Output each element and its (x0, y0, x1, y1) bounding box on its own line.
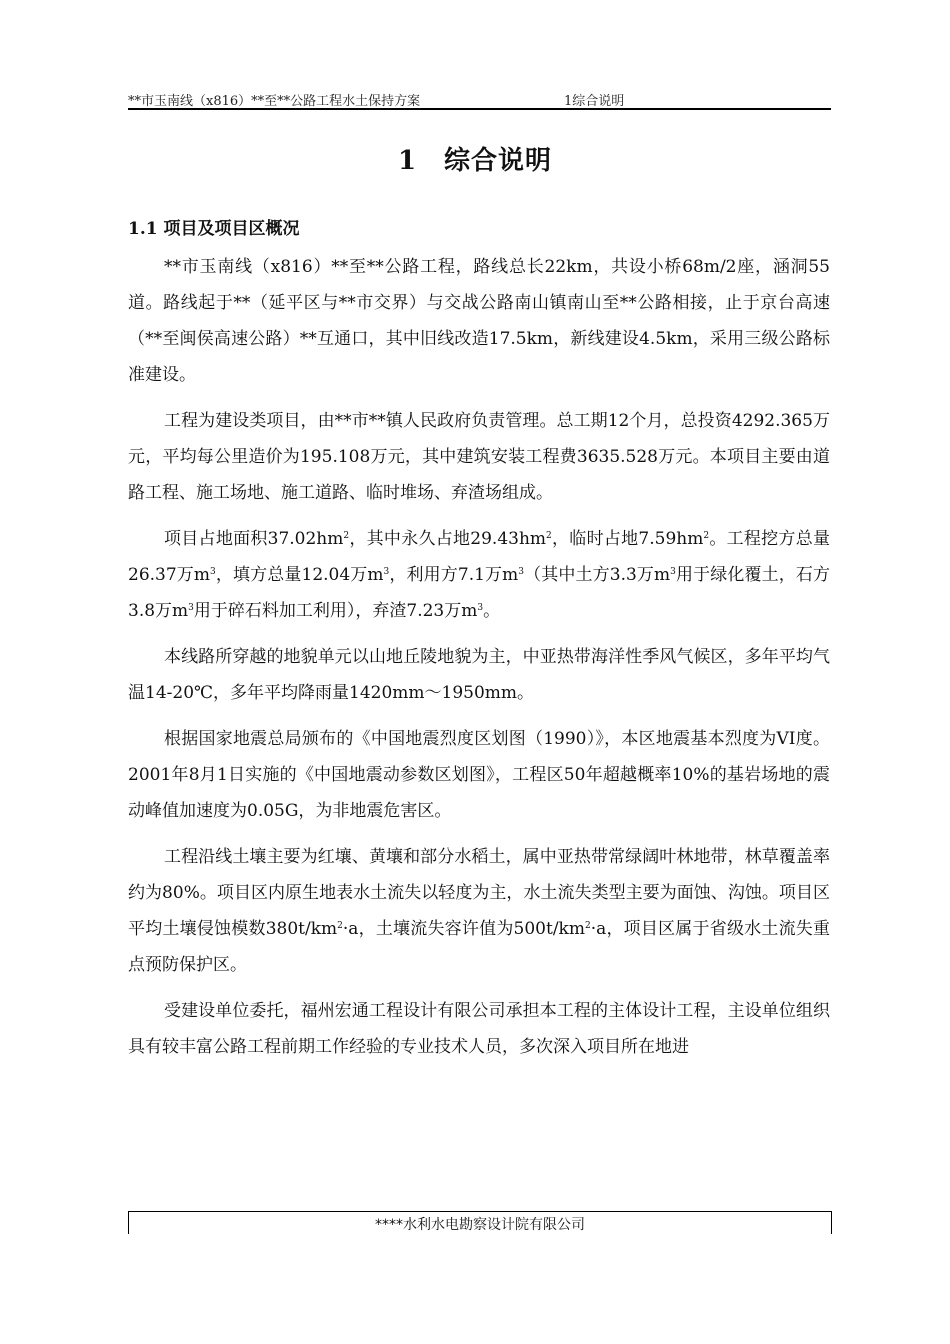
header-chapter-title: 1综合说明 (564, 94, 625, 109)
paragraph-commission: 受建设单位委托，福州宏通工程设计有限公司承担本工程的主体设计工程，主设单位组织具有较丰富公路工程前期工作经验的专业技术人员，多次深入项目所在地进 (128, 1001, 830, 1057)
page-header (128, 90, 830, 108)
chapter-title: 1 综合说明 (397, 146, 553, 176)
body-text (128, 249, 830, 1075)
paragraph-project-route: **市玉南线（x816）**至**公路工程，路线总长22km，共设小桥68m/2座，涵洞55道。路线起于**（延平区与**市交界）与交战公路南山镇南山至**公路相接，止于京台高速（**至闽侯高速公路）**互通口，其中旧线改造17.5km，新线建设4.5km，采用三级公路标准建设。 (128, 257, 830, 385)
section-heading: 1.1 项目及项目区概况 (128, 219, 300, 239)
paragraph-investment: 工程为建设类项目，由**市**镇人民政府负责管理。总工期12个月，总投资4292.365万元，平均每公里造价为195.108万元，其中建筑安装工程费3635.528万元。本项目主要由道路工程、施工场地、施工道路、临时堆场、弃渣场组成。 (128, 411, 830, 503)
paragraph-soil-erosion: 工程沿线土壤主要为红壤、黄壤和部分水稻土，属中亚热带常绿阔叶林地带，林草覆盖率约为80%。项目区内原生地表水土流失以轻度为主，水土流失类型主要为面蚀、沟蚀。项目区平均土壤侵蚀模数$380t/km^2\cdot a$，土壤流失容许值为$500t/km^2\cdot a$，项目区属于省级水土流失重点预防保护区。 (128, 847, 831, 975)
paragraph-land-earthwork: 项目占地面积$37.02hm^2$，其中永久占地$29.43hm^2$，临时占地$7.59hm^2$。工程挖方总量26.37万$m^3$，填方总量12.04万$m^3$，利用方7.1万$m^3$（其中土方3.3万$m^3$用于绿化覆土，石方3.8万$m^3$用于碎石料加工利用），弃渣7.23万$m^3$。 (128, 529, 831, 621)
paragraph-seismic: 根据国家地震总局颁布的《中国地震烈度区划图（1990）》，本区地震基本烈度为VI度。2001年8月1日实施的《中国地震动参数区划图》，工程区50年超越概率10%的基岩场地的震动峰值加速度为0.05G，为非地震危害区。 (128, 729, 830, 821)
header-rule (128, 108, 831, 110)
header-document-title: **市玉南线（x816）**至**公路工程水土保持方案 (128, 94, 421, 109)
paragraph-landform-climate: 本线路所穿越的地貌单元以山地丘陵地貌为主，中亚热带海洋性季风气候区，多年平均气温14-20℃，多年平均降雨量1420mm～1950mm。 (128, 647, 830, 703)
page-footer (128, 1211, 832, 1234)
footer-company-name: ****水利水电勘察设计院有限公司 (375, 1217, 585, 1233)
